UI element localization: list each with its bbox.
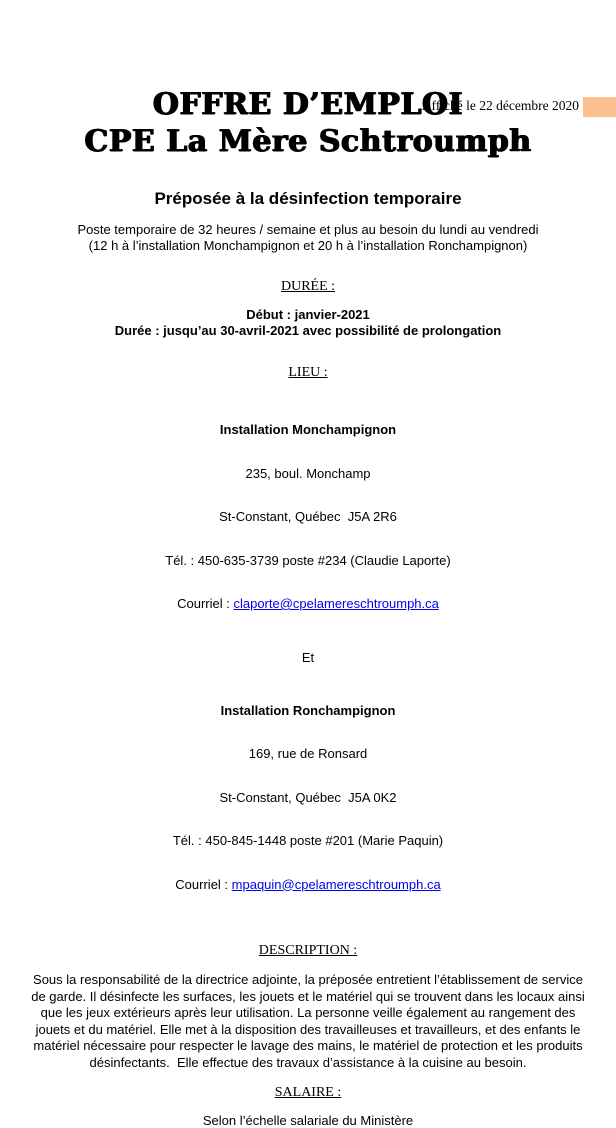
installation-1-email-link[interactable]: claporte@cpelamereschtroumph.ca — [233, 596, 439, 611]
document-page — [0, 86, 616, 1128]
section-heading-duree: DURÉE : — [280, 279, 336, 294]
section-heading-lieu: LIEU : — [288, 365, 328, 380]
installation-2-address2: St-Constant, Québec J5A 0K2 — [219, 789, 397, 805]
installation-1-phone: Tél. : 450-635-3739 poste #234 (Claudie Laporte) — [165, 552, 451, 568]
installation-2-email-label: Courriel : — [175, 876, 232, 892]
document-title-line1: OFFRE D’EMPLOI — [152, 87, 464, 122]
installation-1-email-label: Courriel : — [177, 596, 234, 611]
installation-2-address1: 169, rue de Ronsard — [248, 746, 368, 761]
description-paragraph: Sous la responsabilité de la directrice adjointe, la préposée entretient l’établissement de service de garde. Il désinfecte les surfaces, les jouets et le matériel qui se trouvent dans les locaux ainsi que les jeux extérieurs après leur utilisation. La personne veille également au rangement des jouets et du matériel. Elle met à la disposition des travailleuses et travailleurs, et des enfants le matériel nécessaire pour respecter le lavage des mains, le matériel de protection et les produits désinfectants. Elle effectue des travaux d’assistance à la cuisine au besoin. — [31, 972, 589, 1070]
posted-date-label: Affiché le 22 décembre 2020 — [421, 98, 579, 113]
installation-2-phone: Tél. : 450-845-1448 poste #201 (Marie Paquin) — [172, 833, 444, 848]
et-separator: Et — [301, 649, 315, 665]
installation-1-address1: 235, boul. Monchamp — [245, 465, 371, 481]
job-subtitle: Préposée à la désinfection temporaire — [154, 189, 462, 208]
section-heading-description: DESCRIPTION : — [258, 943, 358, 958]
salaire-text: Selon l’échelle salariale du Ministère — [202, 1113, 414, 1128]
duree-start-line: Début : janvier-2021 — [246, 307, 370, 322]
orange-highlight-rect — [583, 97, 616, 117]
installation-2-name: Installation Ronchampignon — [220, 702, 396, 718]
document-title-line2: CPE La Mère Schtroumph — [84, 124, 532, 159]
installation-1-name: Installation Monchampignon — [219, 422, 397, 437]
installation-2-block — [0, 675, 616, 922]
section-heading-salaire: SALAIRE : — [274, 1085, 342, 1100]
intro-paragraph — [0, 222, 616, 253]
duree-length-line: Durée : jusqu’au 30-avril-2021 avec possibilité de prolongation — [114, 322, 502, 338]
installation-2-email-line — [0, 878, 616, 893]
duree-details — [0, 307, 616, 338]
installation-1-block — [0, 394, 616, 641]
installation-1-address2: St-Constant, Québec J5A 2R6 — [219, 509, 397, 524]
installation-1-email-line — [0, 597, 616, 612]
installation-2-email-link[interactable]: mpaquin@cpelamereschtroumph.ca — [231, 876, 441, 892]
intro-line1: Poste temporaire de 32 heures / semaine et plus au besoin du lundi au vendredi — [77, 222, 539, 237]
intro-line2: (12 h à l’installation Monchampignon et 20 h à l’installation Ronchampignon) — [88, 237, 528, 253]
